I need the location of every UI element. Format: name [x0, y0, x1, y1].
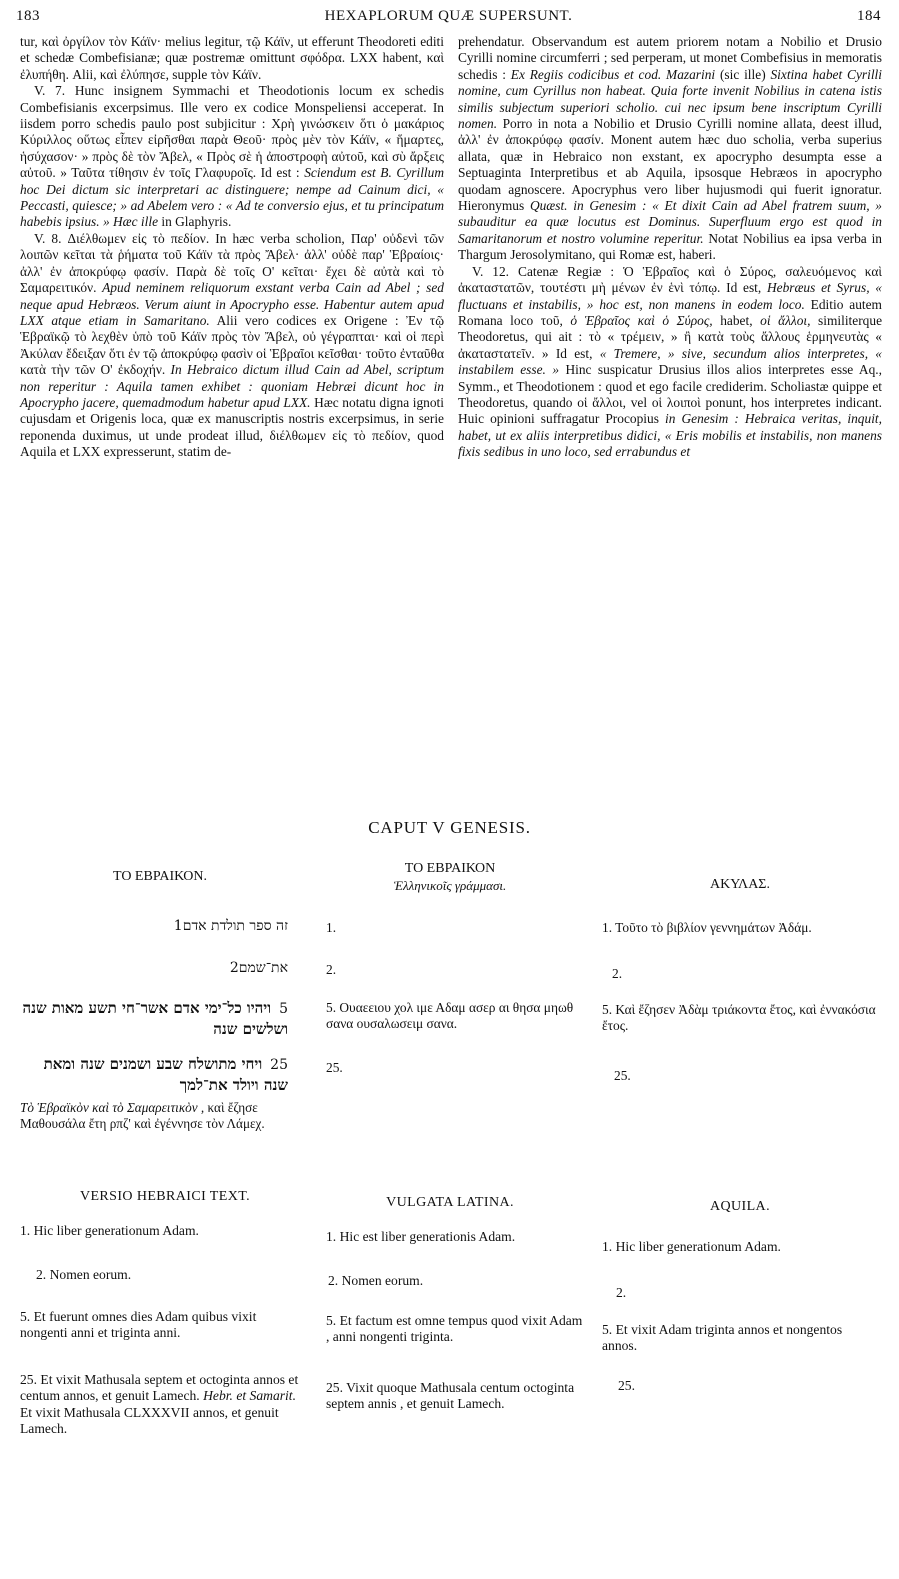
note-italic: οἱ ἄλλοι, [760, 312, 811, 328]
versio-verse-25 [20, 1372, 300, 1438]
versio-verse-5: 5. Et fuerunt omnes dies Adam quibus vixit nongenti anni et triginta anni. [20, 1309, 257, 1341]
note-text: Editio autem Romana loco τοῦ, [458, 296, 882, 328]
note-paragraph [458, 34, 882, 264]
aquila-latin-column-head: AQUILA. [710, 1199, 770, 1214]
note-italic: In Hebraico dictum illud Cain ad Abel, scriptum non reperitur : Aquila tamen exhibet : quoniam Hebræi dicunt hoc in Apocrypho jacere, quemadmodum habetur apud LXX. [20, 362, 444, 410]
aquila-latin-verse-2: 2. [616, 1285, 627, 1300]
note-text: Porro in nota a Nobilio et Drusio Cyrilli nomine allata, deest illud, ἀλλ' ἐν ἀποκρύφῳ φασίν. Monent autem hæc duo scholia, verba superius allata, quæ in Hebraico non exstant, ex apocrypho desumpta esse a Septuaginta Interpretibus et ab Aquila, ipsosque Hebræos in apocrypho quodam agnoscere. Apocryphus vero liber hujusmodi qui fuerit ignoratur. Hieronymus [458, 116, 882, 214]
vulgata-column-head: VULGATA LATINA. [386, 1195, 514, 1210]
note-text: habet, [720, 312, 753, 328]
note-text: V. 8. Διέλθωμεν εἰς τὸ πεδίον. In hæc verba scholion, Παρ' οὐδενὶ τῶν λοιπῶν κεῖται τὰ ῥήματα τοῦ Κάϊν τὰ πρὸς Ἄβελ· ἀλλ' οὐδὲ παρ' Ἑβραίοις· ἀλλ' ἐν ἀποκρύφῳ φασίν. Παρὰ δὲ τοῖς Ο' κεῖται· ἔχει δὲ αὐτὰ καὶ τὸ Σαμαρειτικόν. [20, 230, 444, 296]
vulgata-verse-5: 5. Et factum est omne tempus quod vixit Adam , anni nongenti triginta. [326, 1313, 583, 1345]
note-italic: Sixtina habet Cyrilli nomine, cum Cyrillus non habeat. Quia forte invenit Nobilius in catena istis similis subjectum superiori scholio. cui nec ipsum bene inscriptum Cyrilli nomen. [458, 66, 882, 132]
aquila-latin-verse-25: 25. [618, 1378, 635, 1393]
note-italic: Hebræus et Syrus, « fluctuans et instabilis, » hoc est, non manens in eodem loco. [458, 280, 882, 312]
page-header [16, 8, 881, 32]
versio-verse-1: 1. Hic liber generationum Adam. [20, 1223, 199, 1238]
note-text: V. 12. Catenæ Regiæ : Ὁ Ἑβραῖος καὶ ὁ Σύρος, σαλευόμενος καὶ ἀκαταστατῶν, τουτέστι μὴ μένων ἐν ἑνὶ τόπῳ. Id est, [458, 263, 882, 296]
verse-number: 2 [229, 960, 239, 976]
hebrew-verse-1 [40, 916, 288, 936]
translit-head-subtitle: Ἑλληνικοῖς γράμμασι. [393, 878, 507, 893]
note-italic: Ex Regiis codicibus et cod. Mazarini [510, 66, 716, 82]
note-italic: « Tremere, » sive, secundum alios interpretes, « instabilem esse. » [458, 345, 882, 378]
note-italic: in Genesim : Hebraica veritas, inquit, habet, ut ex aliis interpretibus didici, « Eris mobilis et instabilis, non manens fixis sedibus in uno loco, sed errabundus et [458, 411, 882, 460]
note-italic: Sciendum est B. Cyrillum hoc Dei dictum sic interpretari ac distinguere; nempe ad Cainum dici, « Peccasti, quiesce; » ad Abelem vero : « Ad te conversio ejus, et tu principatum habebis ipsius. » [20, 165, 444, 230]
aquila-greek-verse-2: 2. [612, 966, 623, 981]
hebrew-text: זה ספר תולדת אדם [182, 918, 288, 934]
vulgata-verse-2: 2. Nomen eorum. [328, 1273, 424, 1288]
note-text: (sic ille) [719, 66, 766, 82]
page-number-right: 184 [857, 8, 881, 24]
note-italic: Τὸ Ἑβραϊκὸν καὶ τὸ Σαμαρειτικὸν , [20, 1100, 205, 1115]
versio-verse-2: 2. Nomen eorum. [36, 1267, 132, 1282]
hebrew-text: ויחי מתושלח שבע ושמנים שנה ומאת שנה ויולד את־למך [43, 1055, 288, 1094]
note-paragraph [20, 231, 444, 461]
hebrew-column-head: ΤΟ ΕΒΡΑΙΚΟΝ. [113, 869, 207, 884]
note-text: καὶ ἔζησε Μαθουσάλα ἔτη ρπζ' καὶ ἐγέννησε τὸν Λάμεχ. [20, 1100, 265, 1131]
aquila-greek-verse-1: 1. Τοῦτο τὸ βιβλίον γεννημάτων Ἀδάμ. [602, 920, 812, 935]
notes-column-left [20, 34, 444, 461]
translit-verse-25: 25. [326, 1060, 343, 1075]
note-paragraph [458, 264, 882, 461]
aquila-greek-verse-5: 5. Καὶ ἔζησεν Ἀδὰμ τριάκοντα ἔτος, καὶ ἐννακόσια ἔτος. [602, 1002, 876, 1034]
note-text: V. 7. Hunc insignem Symmachi et Theodotionis locum ex schedis Combefisianis excerpsimus. Ille vero ex codice Monspeliensi acceperat. In iisdem porro schedis paulo post subjicitur : Χρὴ γινώσκειν ὅτι ὁ μακάριος Κύριλλος οὕτως εἶπεν εἰρῆσθαι παρὰ Θεοῦ· πρὸς μὲν τὸν Κάϊν, « ἥμαρτες, ἡσύχασον· » πρὸς δὲ τὸν Ἄβελ, « Πρὸς σὲ ἡ ἀποστροφὴ αὐτοῦ, καὶ σὺ ἄρξεις αὐτοῦ. » Ταῦτα τίθησιν ἐν τοῖς Γλαφυροῖς. Id est : [20, 83, 444, 181]
hebrew-text: ויהיו כל־ימי אדם אשר־חי תשע מאות שנה ושלשים שנה [22, 999, 288, 1038]
note-text: in Glaphyris. [161, 214, 232, 230]
translit-verse-2: 2. [326, 962, 337, 977]
note-text: Hæc notatu digna ignoti cujusdam et Origenis loca, quæ ex manuscriptis nostris excerpsimus, in serie reponenda duximus, ut unde prodeat illud, διέλθωμεν εἰς τὸ πεδίον, quod Aquila et LXX expresserunt, statim de- [20, 394, 444, 460]
verse-italic: Hebr. et Samarit. [203, 1388, 296, 1404]
chapter-title: CAPUT V GENESIS. [368, 818, 531, 837]
hebrew-verse-25 [20, 1054, 288, 1096]
verse-number: 1 [173, 918, 183, 934]
roman-numeral: CLXXXVII [123, 1404, 190, 1420]
verse-text: 25. Et vixit Mathusala septem et octoginta annos et centum annos, et genuit Lamech. [20, 1372, 299, 1404]
hebrew-text: את־שמם [238, 960, 288, 976]
running-title: HEXAPLORUM QUÆ SUPERSUNT. [324, 8, 573, 24]
notes-column-right [458, 34, 882, 461]
note-italic: Quæst. in Genesim : « Et dixit Cain ad Abel fratrem suum, » subauditur ea quæ locutus est Dominus. Superfluum ergo est quod in Samaritanorum et nostro volumine reperitur. [458, 198, 882, 246]
vulgata-verse-25: 25. Vixit quoque Mathusala centum octoginta septem annis , et genuit Lamech. [326, 1380, 575, 1412]
note-paragraph: tur, καὶ ὀργίλον τὸν Κάϊν· melius legitur, τῷ Κάϊν, ut efferunt Theodoreti editi et schedæ Combefisianæ; quæ postremæ omittunt σφόδρα. LXX habent, καὶ ἐλυπήθη. Alii, καὶ ἐλύπησε, supple τὸν Κάϊν. [20, 34, 444, 82]
note-italic: Hæc ille [113, 214, 159, 230]
versio-column-head: VERSIO HEBRAICI TEXT. [79, 1189, 251, 1204]
aquila-latin-verse-5: 5. Et vixit Adam triginta annos et nongentos annos. [602, 1322, 843, 1354]
translit-column-head [320, 860, 580, 894]
vulgata-verse-1: 1. Hic est liber generationis Adam. [326, 1229, 516, 1244]
note-text: Notat Nobilius ea ipsa verba in Thargum Jerosolymitano, qui Romæ est, haberi. [458, 230, 882, 263]
note-paragraph [20, 83, 444, 231]
aquila-greek-column-head: ΑΚΥΛΑΣ. [710, 877, 770, 892]
hebrew-verse-5 [20, 998, 288, 1040]
aquila-latin-verse-1: 1. Hic liber generationum Adam. [602, 1239, 781, 1254]
hebrew-verse-2 [40, 958, 288, 978]
note-text: Hinc suspicatur Drusius illos alios interpretes esse Aq., Symm., et Theodotionem : quod et ego facile crediderim. Scholiastæ quippe et Theodoretus, quando οἱ ἄλλοι, vel οἱ λοιποὶ ponunt, hos interpretes indicant. Huic opinioni suffragatur Procopius [458, 362, 882, 427]
note-text: prehendatur. Observandum est autem priorem notam a Nobilio et Drusio Cyrilli nomine circumferri ; sed perperam, ut monet Combefisius in memoratis schedis : [458, 34, 882, 82]
note-italic: Apud neminem reliquorum exstant verba Cain ad Abel ; sed neque apud Hebræos. Verum aiunt in Apocrypho esse. Habentur autem apud LXX atque etiam in Samaritano. [20, 280, 444, 328]
verse-number: 5 [279, 1001, 288, 1017]
translit-head-title: ΤΟ ΕΒΡΑΙΚΟΝ [404, 861, 496, 876]
translit-verse-1: 1. [326, 920, 337, 935]
note-text: Alii vero codices ex Origene : Ἐν τῷ Ἑβραϊκῷ τὸ λεχθὲν ὑπὸ τοῦ Κάϊν πρὸς τὸν Ἄβελ, οὐ γέγραπται· καὶ οἱ περὶ Ἀκύλαν ἔδειξαν ὅτι ἐν τῷ ἀποκρύφῳ φασὶν οἱ Ἑβραῖοι κεῖσθαι· τοῦτο ἐνταῦθα κατὰ τὴν τῶν Ο' ἐκδοχήν. [20, 312, 445, 378]
page-number-left: 183 [16, 8, 40, 24]
aquila-greek-verse-25: 25. [614, 1068, 631, 1083]
translit-verse-5: 5. Ουαεειου χολ ιμε Αδαμ ασερ αι θησα μηωθ σανα ουσαλωσειμ σανα. [326, 1000, 574, 1032]
note-text: similiterque Theodoretus, qui ait : τὸ « τρέμειν, » ἢ κατὰ τοὺς ἄλλους ἑρμηνευτὰς « ἀκαταστατεῖν. » Id est, [458, 312, 883, 361]
hebrew-verse-25-note [20, 1100, 292, 1132]
note-italic: ὁ Ἑβραῖος καὶ ὁ Σύρος, [570, 312, 713, 328]
verse-text: annos, et genuit Lamech. [20, 1404, 279, 1437]
verse-number: 25 [270, 1057, 288, 1073]
verse-text: Et vixit Mathusala [20, 1404, 121, 1420]
